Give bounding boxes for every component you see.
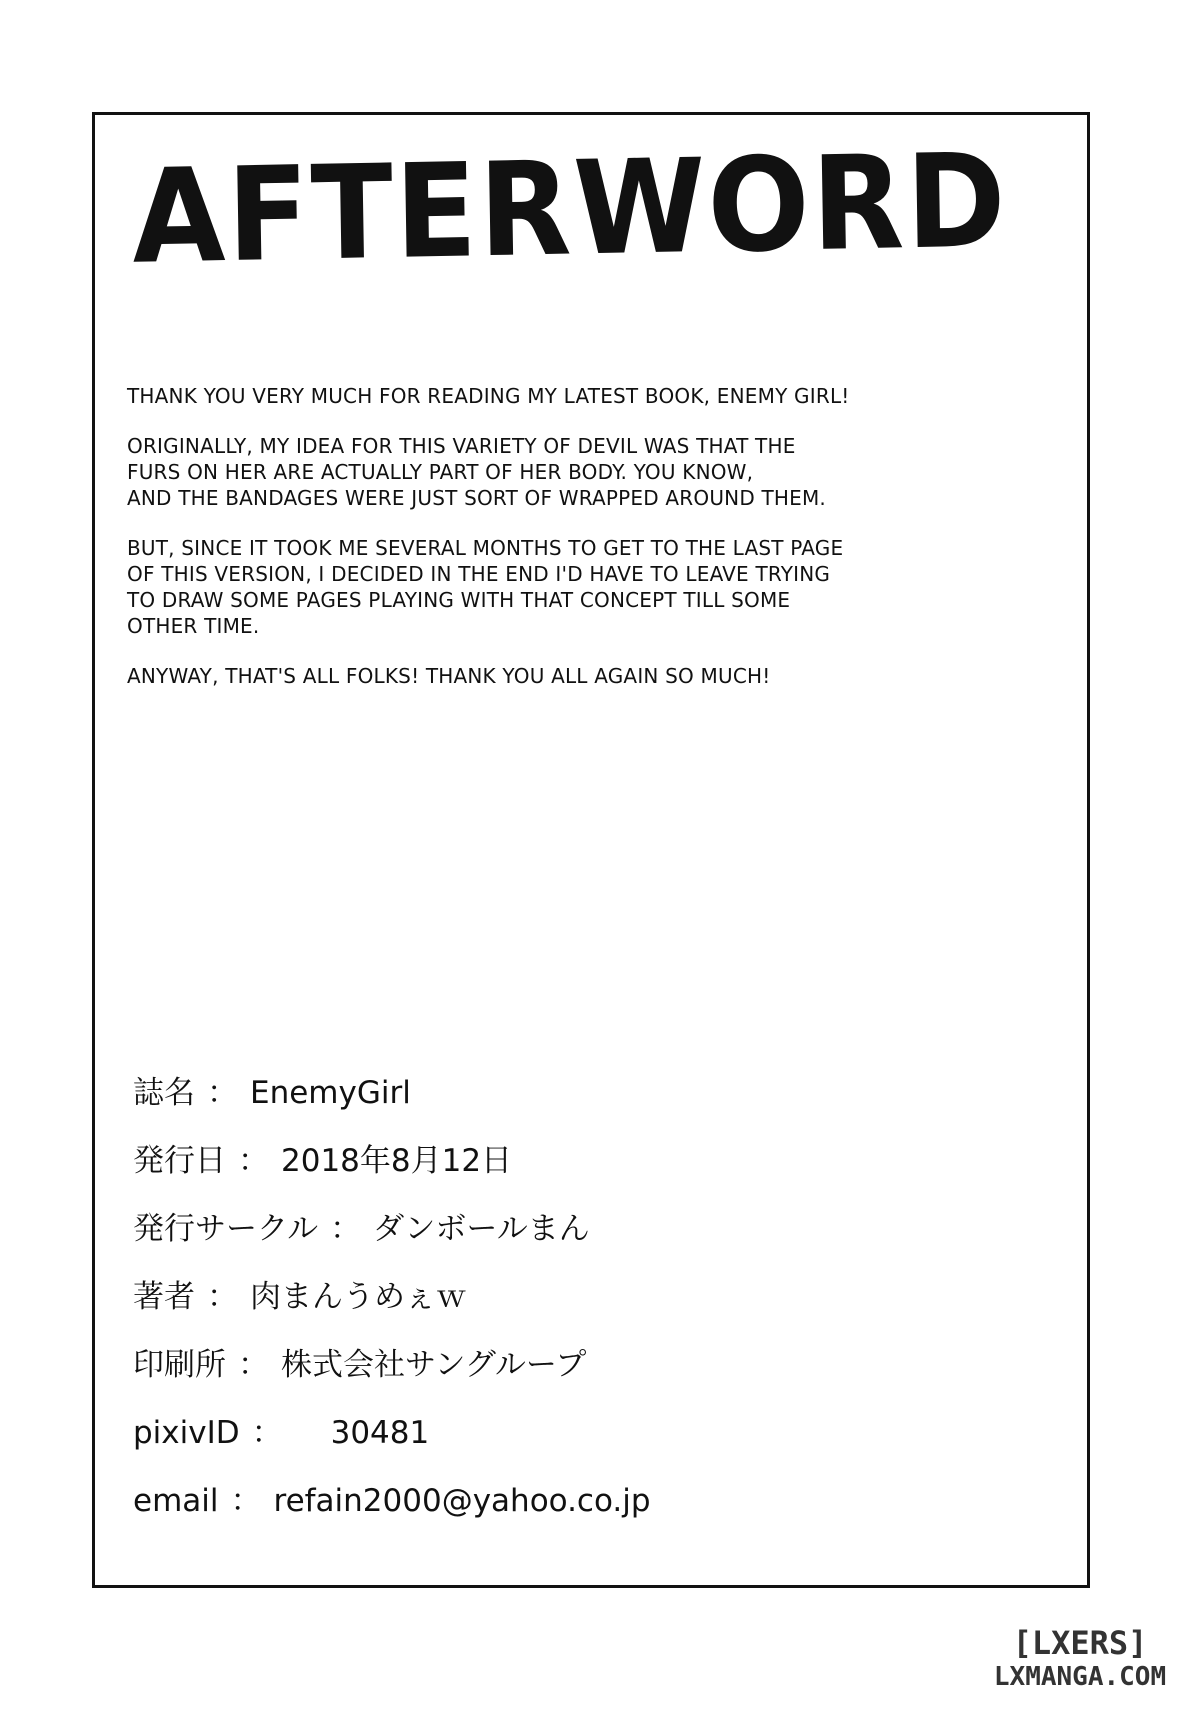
colophon-label: email	[133, 1483, 219, 1519]
afterword-title: AFTERWORD	[131, 126, 1009, 294]
colophon	[133, 1073, 651, 1549]
colophon-value: 2018年8月12日	[281, 1143, 513, 1179]
colophon-row-email	[133, 1481, 651, 1549]
colophon-row-pixiv	[133, 1413, 651, 1481]
colophon-separator: ：	[251, 1415, 283, 1451]
colophon-value: refain2000@yahoo.co.jp	[273, 1483, 651, 1519]
afterword-frame	[92, 112, 1090, 1588]
colophon-value: 30481	[330, 1415, 430, 1451]
afterword-body	[127, 383, 1067, 713]
colophon-value: ダンボールまん	[373, 1211, 590, 1247]
paragraph-2: ORIGINALLY, MY IDEA FOR THIS VARIETY OF DEVIL WAS THAT THE FURS ON HER ARE ACTUALLY PART OF HER BODY. YOU KNOW, AND THE BANDAGES WERE JUST SORT OF WRAPPED AROUND THEM.	[127, 434, 826, 510]
colophon-value: EnemyGirl	[250, 1075, 411, 1111]
site-watermark	[980, 1625, 1180, 1693]
colophon-value: 肉まんうめぇｗ	[250, 1279, 467, 1315]
colophon-separator: ：	[230, 1483, 262, 1519]
colophon-separator: ：	[238, 1143, 269, 1179]
colophon-label: 著者	[133, 1279, 195, 1315]
colophon-row-author	[133, 1277, 651, 1345]
colophon-label: pixivID	[133, 1415, 240, 1451]
colophon-label: 印刷所	[133, 1347, 226, 1383]
colophon-separator: ：	[238, 1347, 269, 1383]
watermark-site: LXMANGA.COM	[993, 1662, 1167, 1692]
colophon-row-date	[133, 1141, 651, 1209]
colophon-row-printer	[133, 1345, 651, 1413]
colophon-separator: ：	[207, 1075, 238, 1111]
colophon-row-circle	[133, 1209, 651, 1277]
paragraph-3: BUT, SINCE IT TOOK ME SEVERAL MONTHS TO GET TO THE LAST PAGE OF THIS VERSION, I DECIDED IN THE END I'D HAVE TO LEAVE TRYING TO DRAW SOME PAGES PLAYING WITH THAT CONCEPT TILL SOME OTHER TIME.	[127, 536, 844, 638]
colophon-label: 誌名	[133, 1075, 195, 1111]
colophon-separator: ：	[330, 1211, 362, 1247]
colophon-label: 発行サークル	[133, 1211, 319, 1247]
colophon-value: 株式会社サングループ	[281, 1347, 587, 1383]
paragraph-4: ANYWAY, THAT'S ALL FOLKS! THANK YOU ALL AGAIN SO MUCH!	[127, 664, 771, 688]
paragraph-1: THANK YOU VERY MUCH FOR READING MY LATEST BOOK, ENEMY GIRL!	[127, 384, 850, 408]
colophon-separator: ：	[207, 1279, 238, 1315]
colophon-label: 発行日	[133, 1143, 226, 1179]
colophon-row-title	[133, 1073, 651, 1141]
watermark-group: [LXERS]	[1012, 1624, 1148, 1662]
